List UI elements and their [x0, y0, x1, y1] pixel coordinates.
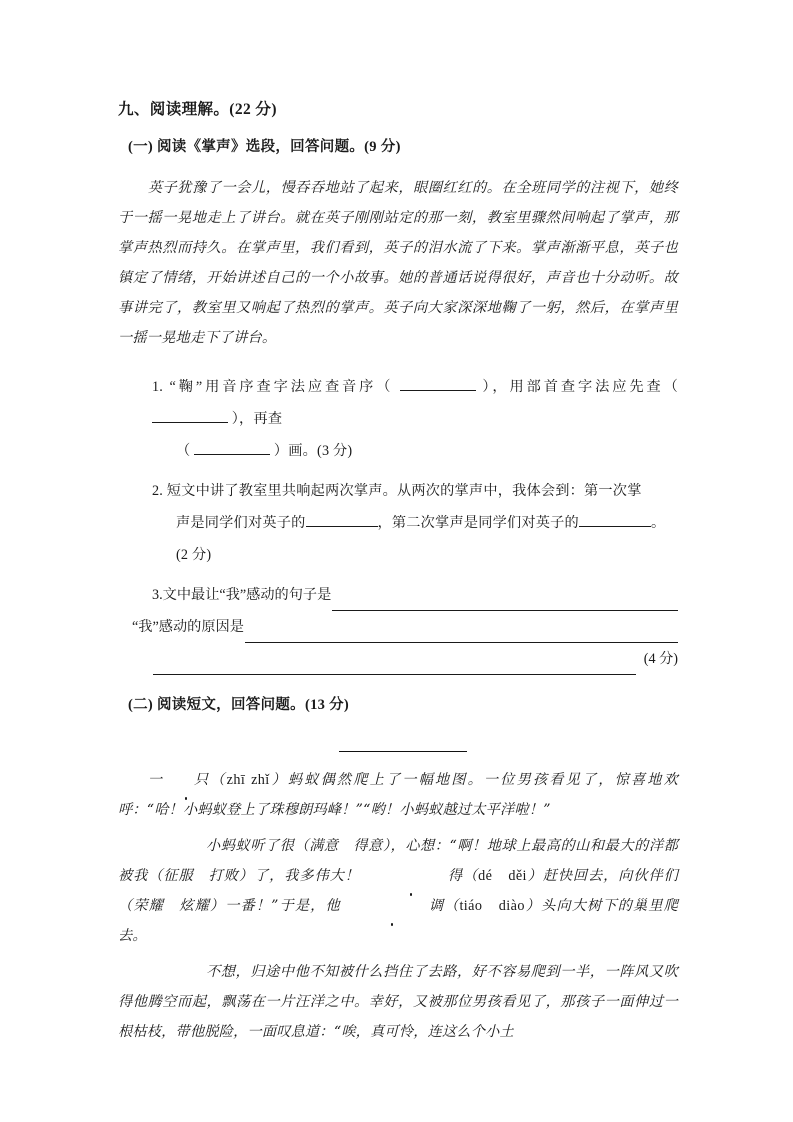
emphasis-dot-char: 得 [360, 861, 462, 891]
pinyin-choice: tiáo diào [459, 897, 525, 914]
question-1-text-c: ），再查 [231, 411, 283, 427]
question-1-text-a: “鞠”用音序查字法应查音序（ [169, 379, 394, 395]
article-text: ）赶快回去，向伙伴们（荣耀 炫耀）一番！”于是，他 [118, 867, 678, 914]
question-2-score: (2 分) [176, 547, 212, 563]
article-text: （ [443, 897, 460, 914]
article-text: ）蚂蚁偶然爬上了一幅地图。一位男孩看见了，惊喜地欢呼：“哈！小蚂蚁登上了珠穆朗玛峰！”“哟！小蚂蚁越过太平洋啦！” [118, 771, 679, 818]
question-1-text-d: （ [176, 443, 191, 459]
part-one-passage: 英子犹豫了一会儿，慢吞吞地站了起来，眼圈红红的。在全班同学的注视下，她终于一摇一晃地走上了讲台。就在英子刚刚站定的那一刻，教室里骤然间响起了掌声，那掌声热烈而持久。在掌声里，我们看到，英子的泪水流了下来。掌声渐渐平息，英子也镇定了情绪，开始讲述自己的一个小故事。她的普通话说得很好，声音也十分动听。故事讲完了，教室里又响起了热烈的掌声。英子向大家深深地鞠了一躬，然后，在掌声里一摇一晃地走下了讲台。 [118, 180, 678, 346]
question-1 [118, 371, 678, 435]
question-2-text-1: 短文中讲了教室里共响起两次掌声。从两次的掌声中，我体会到：第一次掌 [166, 483, 642, 499]
article-paragraph [118, 765, 678, 825]
question-1-line-2 [118, 435, 678, 467]
question-2-text-2a: 声是同学们对英子的 [176, 515, 306, 531]
question-3-line-2 [118, 611, 678, 643]
part-one-heading: (一) 阅读《掌声》选段，回答问题。(9 分) [128, 139, 401, 156]
article-paragraph [118, 831, 678, 951]
question-3-score: (4 分) [643, 651, 678, 667]
article-text: ）头向大树下的巢里爬去。 [118, 897, 678, 944]
question-2-blank-2[interactable] [579, 526, 651, 527]
question-3-number: 3. [152, 587, 163, 603]
part-two-article [118, 765, 678, 1047]
article-title-row [118, 739, 678, 757]
emphasis-dot-char: 调 [341, 891, 443, 921]
article-text: 小蚂蚁听了很（满意 得意），心想：“啊！地球上最高的山和最大的洋都被我（征服 打败）了，我多伟大！ [118, 837, 678, 884]
question-2-blank-1[interactable] [306, 526, 378, 527]
article-title-blank[interactable] [339, 741, 467, 752]
page-content [118, 98, 678, 1053]
article-text: 不想，归途中他不知被什么挡住了去路，好不容易爬到一半，一阵风又吹得他腾空而起，飘荡在一片汪洋之中。幸好，又被那位男孩看见了，那孩子一面伸过一根枯枝，带他脱险，一面叹息道：“唉，真可怜，连这么个小土 [118, 963, 678, 1040]
article-paragraph [118, 957, 678, 1047]
question-2-text-2b: ，第二次掌声是同学们对英子的 [377, 515, 579, 531]
question-1-blank-2[interactable] [152, 422, 228, 423]
question-1-blank-1[interactable] [400, 390, 476, 391]
question-3-answer-line-2[interactable] [245, 620, 678, 643]
article-text: （ [462, 867, 479, 884]
question-2 [118, 475, 678, 507]
question-1-number: 1. [152, 379, 164, 395]
article-text: 一 [147, 771, 165, 788]
article-text: （ [208, 771, 227, 788]
question-3-text-1: 文中最让“我”感动的句子是 [162, 587, 332, 603]
question-3 [118, 579, 678, 611]
question-3-text-2: “我”感动的原因是 [132, 619, 244, 635]
question-1-text-b: ），用部首查字法应先查（ [482, 379, 678, 395]
part-two-heading: (二) 阅读短文，回答问题。(13 分) [128, 697, 350, 713]
question-1-text-e: ）画。(3 分) [273, 443, 353, 459]
question-2-number: 2. [152, 483, 164, 499]
question-2-text-2c: 。 [650, 515, 666, 531]
question-3-answer-line-1[interactable] [332, 588, 678, 611]
question-3-answer-line-3[interactable] [153, 652, 636, 675]
section-heading: 九、阅读理解。(22 分) [118, 101, 277, 118]
question-1-blank-3[interactable] [194, 454, 270, 455]
pinyin-choice: zhī zhǐ [226, 771, 270, 788]
question-3-line-3 [118, 643, 678, 675]
pinyin-choice: dé děi [478, 867, 527, 884]
emphasis-dot-char: 只 [164, 765, 208, 795]
question-2-line-2 [118, 507, 678, 539]
